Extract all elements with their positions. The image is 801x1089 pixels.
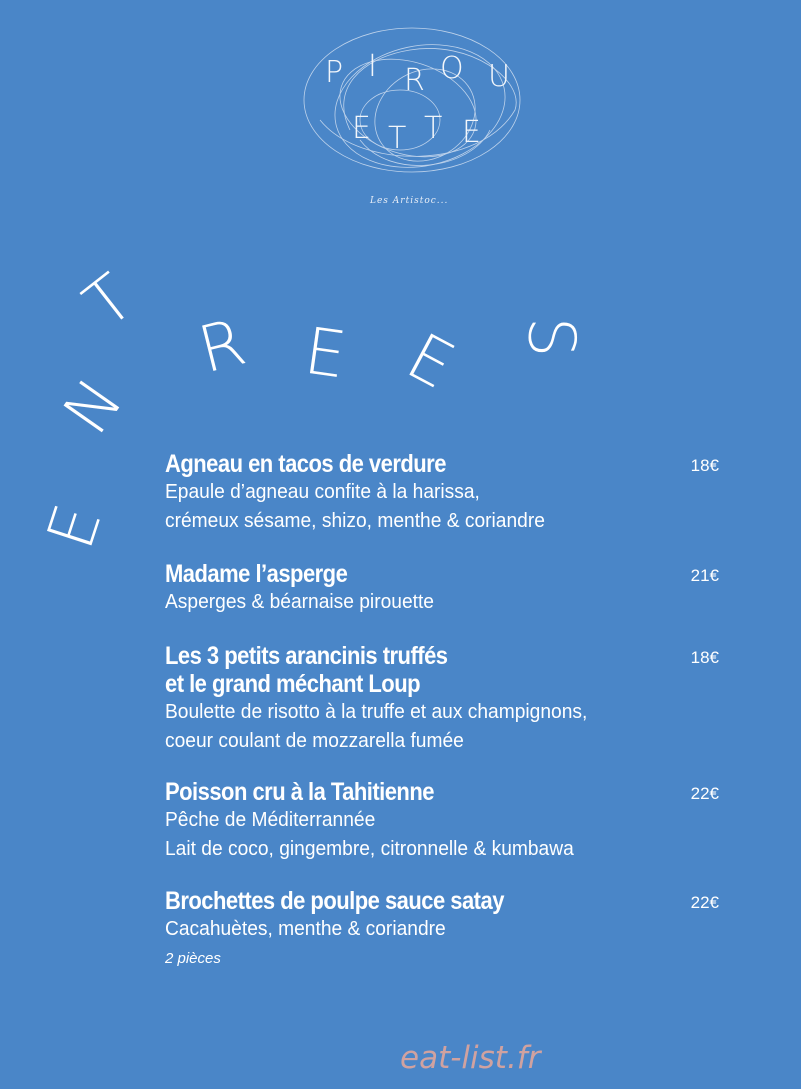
item-price: 22€	[690, 784, 719, 803]
logo-letter: E	[462, 115, 481, 150]
logo-tagline: Les Artistoc...	[370, 196, 449, 206]
menu-item	[165, 450, 725, 536]
watermark: eat-list.fr	[400, 1040, 541, 1076]
item-description: Boulette de risotto à la truffe et aux champignons,	[165, 701, 588, 723]
item-price: 21€	[690, 566, 719, 585]
item-note: 2 pièces	[165, 950, 221, 967]
item-description: Cacahuètes, menthe & coriandre	[165, 918, 446, 940]
item-description: crémeux sésame, shizo, menthe & coriandre	[165, 510, 545, 532]
menu-item	[165, 887, 725, 970]
item-name: et le grand méchant Loup	[165, 670, 421, 698]
logo-letter: R	[404, 63, 425, 98]
heading-letter: E	[300, 314, 351, 394]
item-name: Les 3 petits arancinis truffés	[165, 642, 448, 670]
item-description: Epaule d’agneau confite à la harissa,	[165, 481, 480, 503]
logo-letter: T	[424, 111, 443, 146]
heading-letter: S	[513, 316, 588, 358]
menu-item	[165, 560, 725, 617]
logo-letter: O	[440, 51, 464, 86]
logo-letter: E	[352, 111, 371, 146]
item-description: Pêche de Méditerrannée	[165, 809, 376, 831]
logo-letter: I	[368, 49, 377, 84]
menu-item	[165, 778, 725, 864]
logo	[300, 20, 530, 190]
logo-letter: U	[488, 59, 510, 94]
heading-letter: E	[33, 496, 117, 558]
heading-letter: E	[394, 319, 466, 405]
heading-letter: T	[71, 260, 148, 344]
item-price: 22€	[690, 893, 719, 912]
item-description: coeur coulant de mozzarella fumée	[165, 730, 464, 752]
logo-scribble-icon	[300, 20, 530, 190]
heading-letter: N	[49, 366, 138, 448]
item-price: 18€	[690, 648, 719, 667]
item-name: Poisson cru à la Tahitienne	[165, 778, 434, 806]
logo-letter: P	[325, 55, 344, 90]
logo-letter: T	[388, 121, 407, 156]
heading-letter: R	[191, 305, 253, 389]
item-description: Lait de coco, gingembre, citronnelle & kumbawa	[165, 838, 574, 860]
item-name: Brochettes de poulpe sauce satay	[165, 887, 504, 915]
item-name: Agneau en tacos de verdure	[165, 450, 446, 478]
item-price: 18€	[690, 456, 719, 475]
item-description: Asperges & béarnaise pirouette	[165, 591, 434, 613]
item-name: Madame l’asperge	[165, 560, 348, 588]
menu-item	[165, 642, 725, 756]
